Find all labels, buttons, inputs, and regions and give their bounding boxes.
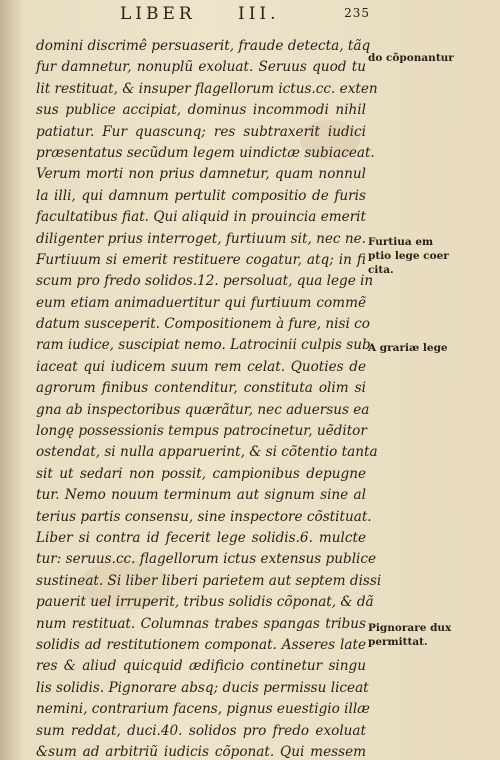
marginal-note: cita. <box>368 264 394 276</box>
gutter-shadow <box>0 0 22 760</box>
text-line: longę possessionis tempus patrocinetur, uẽditor <box>36 423 367 440</box>
text-line: diligenter prius interroget, furtiuum sit, nec ne. <box>36 230 366 247</box>
text-line: fur damnetur, nonuplũ exoluat. Seruus quod tu <box>36 59 366 76</box>
text-line: scum pro fredo solidos.12. persoluat, qua lege in <box>36 273 374 290</box>
running-title: LIBER <box>120 4 196 24</box>
marginal-note: Furtiua em <box>368 236 434 248</box>
text-line: lis solidis. Pignorare absq; ducis permissu liceat <box>36 679 369 696</box>
marginal-note: ptio lege coer <box>368 250 449 262</box>
text-line: pauerit uel irruperit, tribus solidis cõponat, & dã <box>36 594 374 611</box>
text-line: &sum ad arbitriũ iudicis cõponat. Qui messem <box>36 743 366 760</box>
text-line: eum etiam animaduertitur qui furtiuum commẽ <box>36 294 366 311</box>
text-line: num restituat. Columnas trabes spangas tribus <box>36 615 366 632</box>
marginal-note: do cõponantur <box>368 52 454 64</box>
text-line: solidis ad restitutionem componat. Asseres late <box>36 636 366 653</box>
text-line: nemini, contrarium facens, pignus euestigio illæ <box>36 701 370 718</box>
marginal-note: permittat. <box>368 636 428 648</box>
text-line: res & aliud quicquid ædificio continetur singu <box>36 658 366 675</box>
text-line: sit ut sedari non possit, campionibus depugne <box>36 465 366 482</box>
text-line: terius partis consensu, sine inspectore cõstituat. <box>36 508 372 525</box>
text-line: præsentatus secũdum legem uindictæ subiaceat. <box>36 144 375 161</box>
text-line: sum reddat, duci.40. solidos pro fredo exoluat <box>36 722 366 739</box>
text-line: sustineat. Si liber liberi parietem aut septem dissi <box>36 572 382 589</box>
text-line: tur: seruus.cc. flagellorum ictus extensus publice <box>36 551 377 568</box>
text-line: sus publice accipiat, dominus incommodi nihil <box>36 102 366 119</box>
text-line: Furtiuum si emerit restituere cogatur, atq; in fi <box>36 251 366 268</box>
book-number: III. <box>238 4 280 24</box>
marginal-note: Pignorare dux <box>368 622 452 634</box>
text-line: la illi, qui damnum pertulit compositio de furis <box>36 187 366 204</box>
text-line: Liber si contra id fecerit lege solidis.6. mulcte <box>36 529 366 546</box>
running-head <box>120 4 370 24</box>
text-line: ostendat, si nulla apparuerint, & si cõtentio tanta <box>36 444 378 461</box>
text-line: gna ab inspectoribus quærãtur, nec aduersus ea <box>36 401 370 418</box>
text-line: lit restituat, & insuper flagellorum ictus.cc. exten <box>36 80 378 97</box>
text-line: domini discrimê persuaserit, fraude detecta, tãq <box>36 38 371 54</box>
text-line: tur. Nemo nouum terminum aut signum sine al <box>36 487 366 504</box>
text-line: patiatur. Fur quascunq; res subtraxerit iudici <box>36 123 366 140</box>
text-line: datum susceperit. Compositionem à fure, nisi co <box>36 316 370 333</box>
text-line: Verum morti non prius damnetur, quam nonnul <box>36 166 366 183</box>
text-line: iaceat qui iudicem suum rem celat. Quoties de <box>36 358 366 375</box>
text-line: agrorum finibus contenditur, constituta olim si <box>36 380 366 397</box>
text-line: ram iudice, suscipiat nemo. Latrocinii culpis sub <box>36 337 371 354</box>
text-line: facultatibus fiat. Qui aliquid in prouincia emerit <box>36 209 366 226</box>
marginal-note: A grariæ lege <box>368 342 448 354</box>
folio-number: 235 <box>344 6 370 20</box>
